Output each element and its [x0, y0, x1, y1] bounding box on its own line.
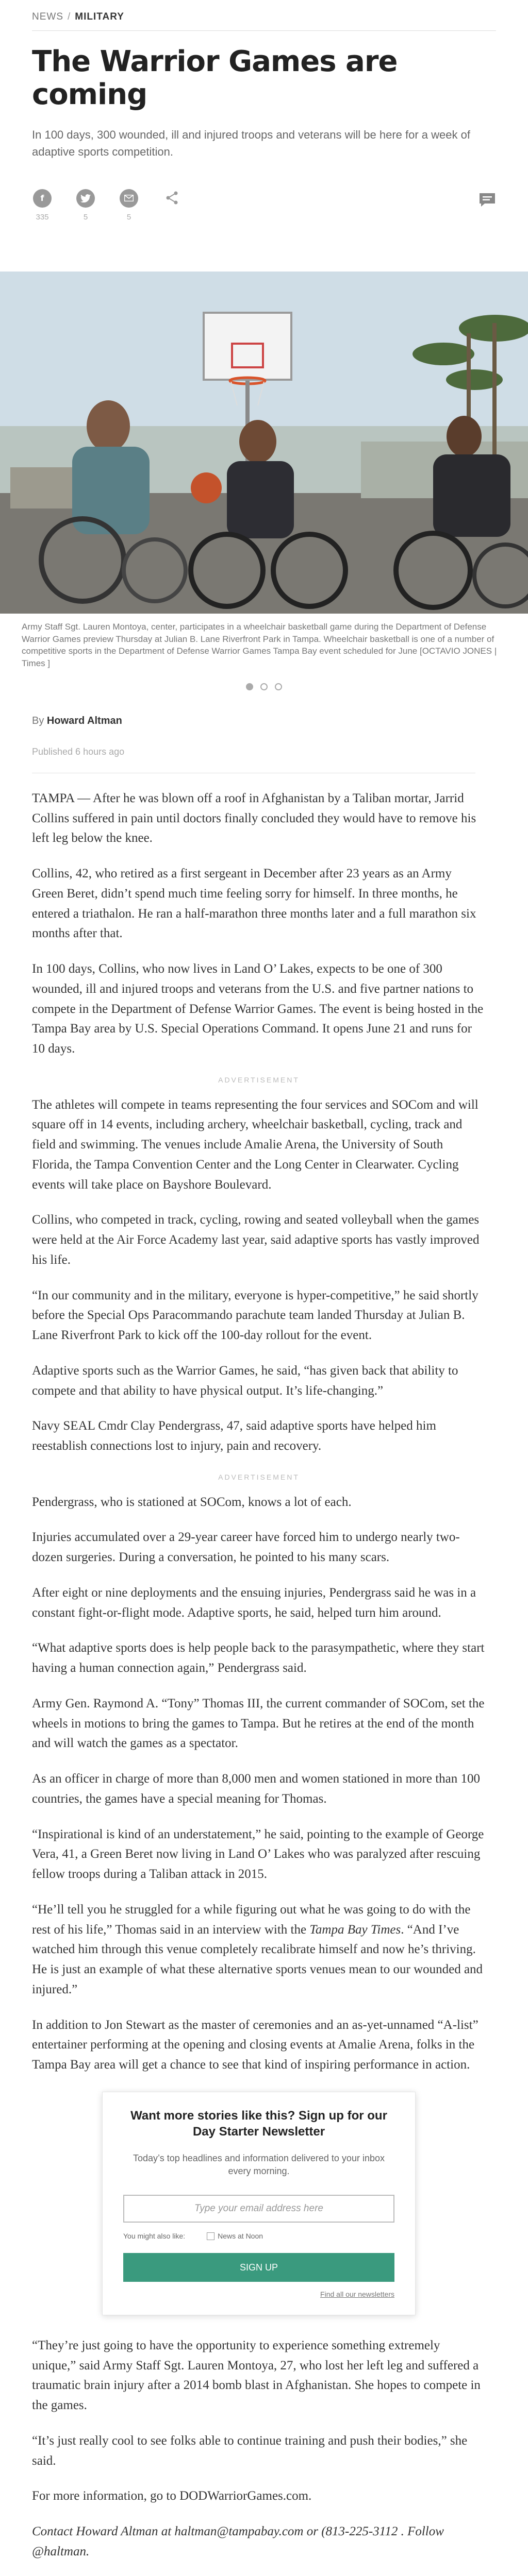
- article-paragraph: “What adaptive sports does is help people back to the parasympathetic, where they start having a human connection again,” Pendergrass said.: [32, 1641, 485, 1675]
- photo-caption: Army Staff Sgt. Lauren Montoya, center, participates in a wheelchair basketball game during the Department of Defense Warrior Games preview Thursday at Julian B. Lane Riverfront Park in Tampa. Wheelchair basketball is one of a number of competitive sports in the Department of Defense Warrior Games Tampa Bay event scheduled for June [OCTAVIO JONES | Times ]: [22, 621, 497, 669]
- newsletter-email-input[interactable]: Type your email address here: [123, 2195, 394, 2223]
- article-paragraph-quote: “He’ll tell you he struggled for a while figuring out what he was going to do with the rest of his life,” Thomas said in an interview with the Tampa Bay Times. “And I’ve watched him through this venue completely recalibrate himself and now he’s thriving. He is just an example of what these alternative sports venues mean to our wounded and injured.”: [32, 1902, 483, 1996]
- article-paragraph: As an officer in charge of more than 8,000 men and women stationed in more than 100 countries, the games have a special meaning for Thomas.: [32, 1772, 480, 1806]
- article-paragraph: Collins, 42, who retired as a first sergeant in December after 23 years as an Army Green Beret, didn’t spend much time feeling sorry for himself. In three months, he entered a triathalon. He ran a half-marathon three months later and a full marathon six months after that.: [32, 867, 476, 941]
- gallery-dot-3[interactable]: [275, 683, 282, 690]
- article-paragraph: Pendergrass, who is stationed at SOCom, knows a lot of each.: [32, 1495, 352, 1509]
- contact-line: Contact Howard Altman at haltman@tampabay.com or (813-225-3112 . Follow @haltman.: [32, 2524, 444, 2558]
- all-newsletters-link[interactable]: Find all our newsletters: [320, 2290, 394, 2299]
- twitter-share[interactable]: [75, 189, 96, 222]
- gallery-dot-1[interactable]: [246, 683, 253, 690]
- byline: [32, 715, 496, 727]
- facebook-icon[interactable]: f: [33, 189, 52, 208]
- headline: The Warrior Games are coming: [32, 45, 398, 112]
- article-paragraph: “It’s just really cool to see folks able to continue training and push their bodies,” she said.: [32, 2433, 468, 2468]
- article-paragraph: After eight or nine deployments and the ensuing injuries, Pendergrass said he was in a constant fight-or-flight mode. Adaptive sports, he said, helped turn him around.: [32, 1585, 476, 1620]
- also-like-label: You might also like:: [123, 2231, 186, 2240]
- email-icon[interactable]: [120, 189, 138, 208]
- share-icon[interactable]: [162, 189, 183, 206]
- article-paragraph: TAMPA — After he was blown off a roof in Afghanistan by a Taliban mortar, Jarrid Collins suffered in pain until doctors finally concluded they would have to remove his left leg below the knee.: [32, 791, 476, 845]
- article-body: [32, 789, 486, 2562]
- newsletter-signup: [102, 2092, 416, 2315]
- news-at-noon-checkbox[interactable]: [207, 2232, 214, 2240]
- email-share-count: 5: [126, 212, 131, 222]
- share-bar: [32, 189, 496, 230]
- published-timestamp: Published 6 hours ago: [32, 747, 475, 773]
- article-paragraph: For more information, go to DODWarriorGames.com.: [32, 2489, 312, 2503]
- byline-author-link[interactable]: Howard Altman: [46, 715, 122, 726]
- article-paragraph: “In our community and in the military, everyone is hyper-competitive,” he said shortly before the Special Ops Paracommando parachute team landed Thursday at Julian B. Lane Riverfront Park to kick off the 100-day rollout for the event.: [32, 1288, 478, 1343]
- publication-name: Tampa Bay Times: [309, 1922, 401, 1937]
- breadcrumb-section-link[interactable]: NEWS: [32, 11, 63, 22]
- article-paragraph: Adaptive sports such as the Warrior Games, he said, “has given back that ability to compete and that ability to have physical output. It’s life-changing.”: [32, 1363, 458, 1398]
- facebook-share-count: 335: [36, 212, 49, 222]
- article-paragraph: Injuries accumulated over a 29-year career have forced him to undergo nearly two-dozen surgeries. During a conversation, he pointed to his many scars.: [32, 1530, 460, 1565]
- twitter-share-count: 5: [83, 212, 88, 222]
- article-paragraph: “They’re just going to have the opportunity to experience something extremely unique,” said Army Staff Sgt. Lauren Montoya, 27, who lost her left leg and suffered a traumatic brain injury after a 2014 bomb blast in Afghanistan. She hopes to compete in the games.: [32, 2338, 481, 2413]
- article-dek: In 100 days, 300 wounded, ill and injured troops and veterans will be here for a week of adaptive sports competition.: [32, 128, 470, 158]
- email-share[interactable]: [119, 189, 139, 222]
- gallery-dot-2[interactable]: [260, 683, 268, 690]
- news-at-noon-label: News at Noon: [218, 2231, 263, 2240]
- byline-prefix: By: [32, 715, 44, 726]
- article-paragraph: The athletes will compete in teams representing the four services and SOCom and will square off in 14 events, including archery, wheelchair basketball, cycling, track and field and swimming. The venues include Amalie Arena, the University of South Florida, the Tampa Convention Center and the Long Center in Clearwater. Cycling events will take place on Bayshore Boulevard.: [32, 1097, 478, 1192]
- newsletter-description: Today’s top headlines and information delivered to your inbox every morning.: [133, 2153, 385, 2177]
- article-paragraph: Navy SEAL Cmdr Clay Pendergrass, 47, said adaptive sports have helped him reestablish connections lost to injury, pain and recovery.: [32, 1419, 436, 1453]
- article-paragraph: Collins, who competed in track, cycling, rowing and seated volleyball when the games were held at the Air Force Academy last year, said adaptive sports has vastly improved his life.: [32, 1213, 480, 1267]
- advertisement-label: ADVERTISEMENT: [218, 1472, 300, 1481]
- newsletter-options: [123, 2231, 394, 2242]
- advertisement-label: ADVERTISEMENT: [218, 1075, 300, 1084]
- facebook-share[interactable]: [32, 189, 53, 222]
- gallery-pagination: [0, 683, 528, 690]
- twitter-icon[interactable]: [76, 189, 95, 208]
- article-photo: [0, 272, 528, 614]
- signup-button[interactable]: SIGN UP: [123, 2253, 394, 2282]
- article-paragraph: Army Gen. Raymond A. “Tony” Thomas III, the current commander of SOCom, set the wheels in motions to bring the games to Tampa. But he retires at the end of the month and will watch the games as a spectator.: [32, 1696, 485, 1751]
- wheelchair-basketball-photo: [0, 272, 528, 614]
- breadcrumb: [32, 0, 496, 31]
- breadcrumb-separator: /: [68, 11, 71, 22]
- article-paragraph: In addition to Jon Stewart as the master of ceremonies and an as-yet-unnamed “A-list” entertainer performing at the opening and closing events at Amalie Arena, folks in the Tampa Bay area will get a chance to see that kind of inspiring performance in action.: [32, 2018, 478, 2072]
- newsletter-title: Want more stories like this? Sign up for our Day Starter Newsletter: [130, 2108, 387, 2139]
- article-paragraph: “Inspirational is kind of an understatement,” he said, pointing to the example of George Vera, 41, a Green Beret now living in Land O’ Lakes who was paralyzed after rescuing fellow troops during a Taliban attack in 2015.: [32, 1827, 484, 1882]
- comment-icon[interactable]: [478, 192, 496, 208]
- article-paragraph: In 100 days, Collins, who now lives in Land O’ Lakes, expects to be one of 300 wounded, ill and injured troops and veterans from the U.S. and five partner nations to compete in the Department of Defense Warrior Games. The event is being hosted in the Tampa Bay area by U.S. Special Operations Command. It opens June 21 and runs for 10 days.: [32, 962, 484, 1056]
- breadcrumb-subsection-link[interactable]: MILITARY: [75, 11, 124, 22]
